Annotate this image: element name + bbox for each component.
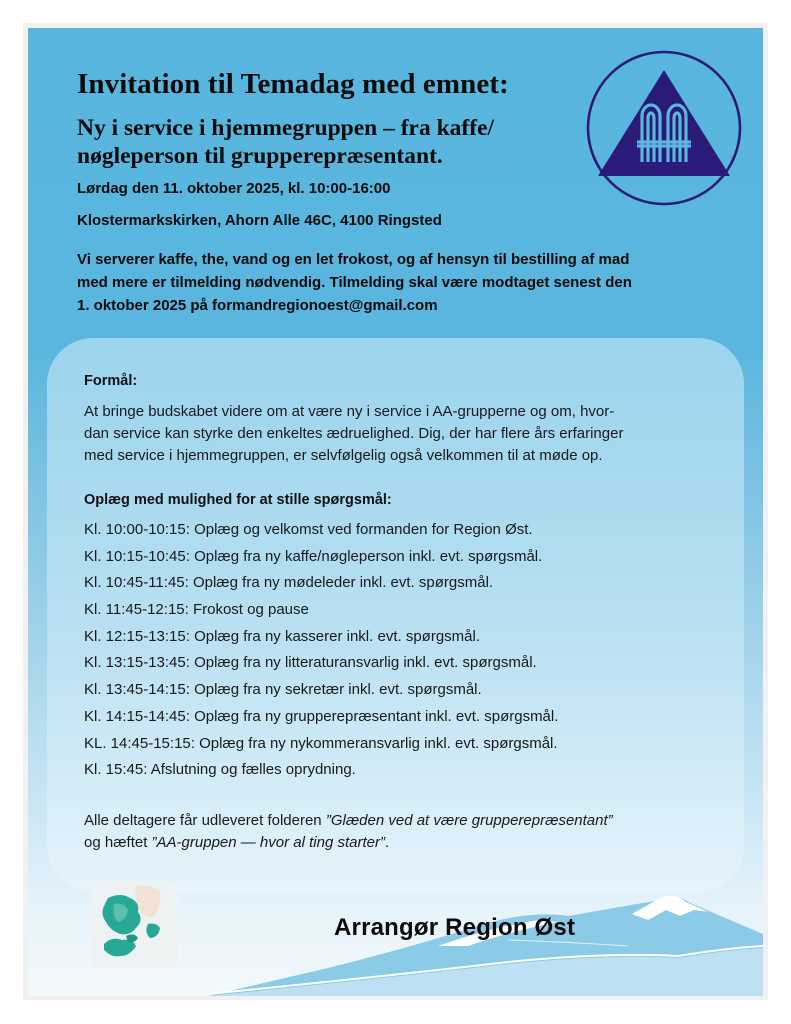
purpose-line-1: At bringe budskabet videre om at være ny i service i AA-grupperne og om, hvor- xyxy=(84,403,615,420)
subtitle-line-2: nøgleperson til grupperepræsentant. xyxy=(77,143,443,169)
intro-line-1: Vi serverer kaffe, the, vand og en let frokost, og af hensyn til bestilling af mad xyxy=(77,251,630,268)
program-item: Kl. 11:45-12:15: Frokost og pause xyxy=(84,601,309,619)
subtitle-line-1: Ny i service i hjemmegruppen – fra kaffe/ xyxy=(77,115,495,141)
logo-triangle xyxy=(598,70,730,176)
event-subtitle xyxy=(77,114,577,170)
closing-middle: og hæftet xyxy=(84,834,152,851)
page-title: Invitation til Temadag med emnet: xyxy=(77,68,509,100)
closing-suffix: . xyxy=(384,834,390,851)
program-item: Kl. 15:45: Afslutning og fælles oprydning. xyxy=(84,761,356,779)
program-item: Kl. 10:15-10:45: Oplæg fra ny kaffe/nøgleperson inkl. evt. spørgsmål. xyxy=(84,547,543,565)
mountain-illustration-icon xyxy=(208,888,763,996)
logo-text: AA xyxy=(663,206,665,207)
purpose-heading: Formål: xyxy=(84,373,138,389)
program-list xyxy=(84,517,558,784)
program-item: KL. 14:45-15:15: Oplæg fra ny nykommeransvarlig inkl. evt. spørgsmål. xyxy=(84,734,558,752)
program-item: Kl. 10:00-10:15: Oplæg og velkomst ved formanden for Region Øst. xyxy=(84,521,533,538)
invitation-page xyxy=(28,28,763,996)
closing-prefix: Alle deltagere får udleveret folderen xyxy=(84,812,326,829)
closing-note xyxy=(84,810,744,854)
program-item: Kl. 10:45-11:45: Oplæg fra ny mødeleder inkl. evt. spørgsmål. xyxy=(84,574,494,592)
program-item: Kl. 13:15-13:45: Oplæg fra ny litteraturansvarlig inkl. evt. spørgsmål. xyxy=(84,654,537,672)
booklet-title: ”AA-gruppen — hvor al ting starter” xyxy=(151,834,385,851)
organizer-label: Arrangør Region Øst xyxy=(334,914,576,941)
intro-line-3: 1. oktober 2025 på formandregionoest@gmail.com xyxy=(77,297,438,314)
program-item: Kl. 13:45-14:15: Oplæg fra ny sekretær inkl. evt. spørgsmål. xyxy=(84,681,482,699)
event-location: Klostermarkskirken, Ahorn Alle 46C, 4100 Ringsted xyxy=(77,212,442,229)
program-item: Kl. 12:15-13:15: Oplæg fra ny kasserer inkl. evt. spørgsmål. xyxy=(84,627,480,645)
purpose-line-2: dan service kan styrke den enkeltes ædruelighed. Dig, der har flere års erfaringer xyxy=(84,425,624,442)
folder-title: ”Glæden ved at være grupperepræsentant” xyxy=(325,812,613,829)
program-item: Kl. 14:15-14:45: Oplæg fra ny grupperepræsentant inkl. evt. spørgsmål. xyxy=(84,707,559,725)
event-date: Lørdag den 11. oktober 2025, kl. 10:00-16:00 xyxy=(77,180,391,197)
purpose-text xyxy=(84,401,734,467)
aa-logo-icon xyxy=(582,46,746,210)
purpose-line-3: med service i hjemmegruppen, er selvfølgelig også velkommen til at møde op. xyxy=(84,447,603,464)
registration-info xyxy=(77,248,757,317)
program-heading: Oplæg med mulighed for at stille spørgsmål: xyxy=(84,492,392,508)
region-map-icon xyxy=(90,880,180,970)
intro-line-2: med mere er tilmelding nødvendig. Tilmelding skal være modtaget senest den xyxy=(77,274,632,291)
